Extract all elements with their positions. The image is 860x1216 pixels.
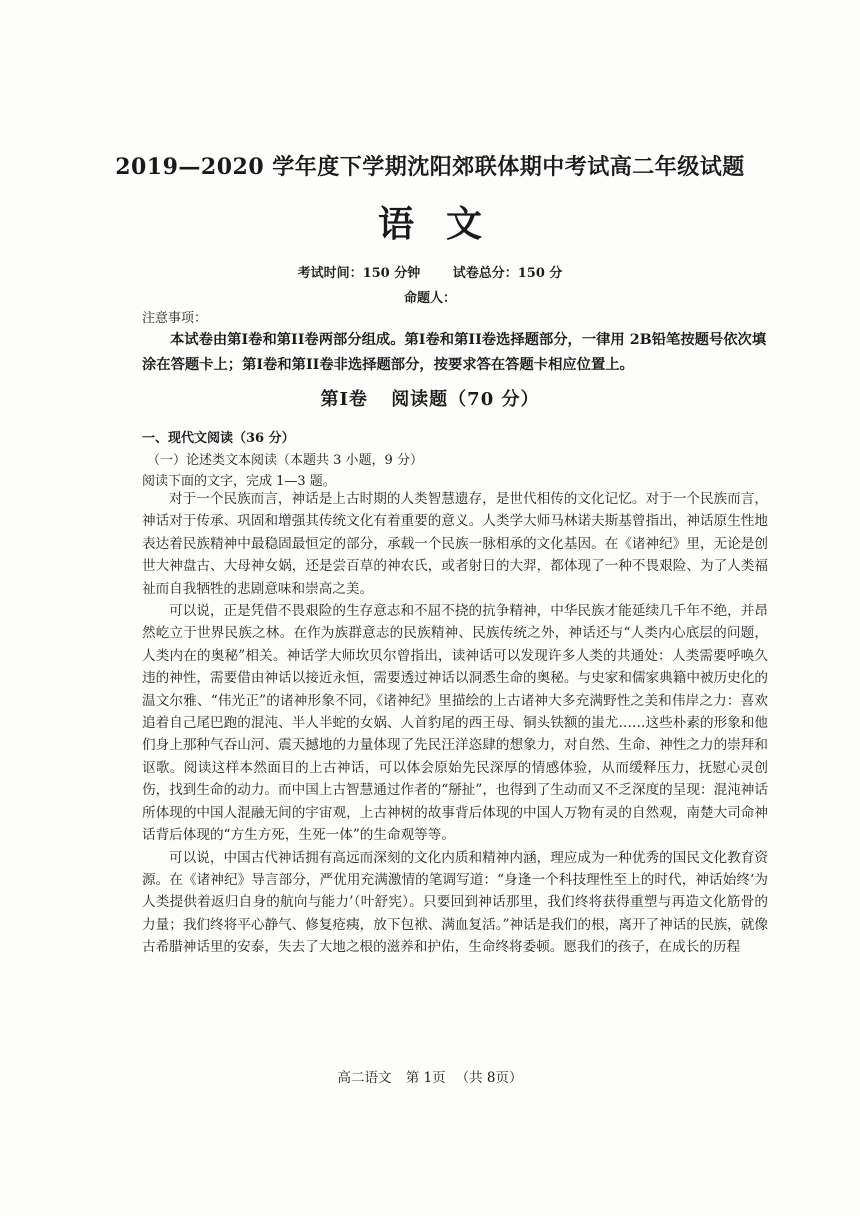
section-part: 第Ⅰ卷: [320, 389, 368, 410]
footer-page-total: （共 8页）: [455, 1070, 523, 1086]
section-title: [0, 385, 860, 411]
section-name: 阅读题（70 分）: [391, 389, 540, 410]
notice-body: 本试卷由第I卷和第II卷两部分组成。第I卷和第II卷选择题部分，一律用 2B铅笔按题号依次填涂在答题卡上；第I卷和第II卷非选择题部分，按要求答在答题卡相应位置上。: [142, 332, 767, 373]
page-footer: [0, 1066, 860, 1086]
exam-author: 命题人：: [403, 291, 456, 306]
exam-meta: [0, 262, 860, 281]
footer-page-number: 第 1页: [405, 1070, 446, 1086]
footer-course: 高二语文: [337, 1070, 392, 1086]
passage-paragraph: 可以说，中国古代神话拥有高远而深刻的文化内质和精神内涵，理应成为一种优秀的国民文化教育资源。在《诸神纪》导言部分，严优用充满激情的笔调写道：“身逢一个科技理性至上的时代，神话始终‘为人类提供着返归自身的航向与能力’（叶舒宪）。只要回到神话那里，我们终将获得重塑与再造文化筋骨的力量；我们终将平心静气、修复疮痍，放下包袱、满血复活。”神话是我们的根，离开了神话的民族，就像古希腊神话里的安泰，失去了大地之根的滋养和护佑，生命终将委顿。愿我们的孩子，在成长的历程: [142, 849, 768, 956]
passage-paragraph: 对于一个民族而言，神话是上古时期的人类智慧遗存，是世代相传的文化记忆。对于一个民族而言，神话对于传承、巩固和增强其传统文化有着重要的意义。人类学大师马林诺夫斯基曾指出，神话原生性地表达着民族精神中最稳固最恒定的部分，承载一个民族一脉相承的文化基因。在《诸神纪》里，无论是创世大神盘古、大母神女娲，还是尝百草的神农氏，或者射日的大羿，都体现了一种不畏艰险、为了人类福祉而自我牺牲的悲剧意味和崇高之美。: [142, 491, 768, 597]
passage-paragraph: 可以说，正是凭借不畏艰险的生存意志和不屈不挠的抗争精神，中华民族才能延续几千年不绝，并昂然屹立于世界民族之林。在作为族群意志的民族精神、民族传统之外，神话还与“人类内心底层的问题，人类内在的奥秘”相关。神话学大师坎贝尔曾指出，读神话可以发现许多人类的共通处：人类需要呼唤久违的神性，需要借由神话以接近永恒，需要透过神话以洞悉生命的奥秘。与史家和儒家典籍中被历史化的温文尔雅、“伟光正”的诸神形象不同，《诸神纪》里描绘的上古诸神大多充满野性之美和伟岸之力：喜欢追着自己尾巴跑的混沌、半人半蛇的女娲、人首豹尾的西王母、铜头铁额的蚩尤……这些朴素的形象和他们身上那种气吞山河、震天撼地的力量体现了先民汪洋恣肆的想象力，对自然、生命、神性之力的崇拜和讴歌。阅读这样本然面目的上古神话，可以体会原始先民深厚的情感体验，从而缓释压力，抚慰心灵创伤，找到生命的动力。而中国上古智慧通过作者的“掰扯”，也得到了生动而又不乏深度的呈现：混沌神话所体现的中国人混融无间的宇宙观，上古神树的故事背后体现的中国人万物有灵的自然观，南楚大司命神话背后体现的“方生方死，生死一体”的生命观等等。: [142, 603, 768, 844]
subject-title: 语文: [377, 203, 514, 245]
reading-passage: [142, 488, 768, 959]
exam-title: 2019—2020 学年度下学期沈阳郊联体期中考试高二年级试题: [115, 154, 745, 180]
question-group-heading: 一、现代文阅读（36 分）: [142, 431, 295, 446]
notice-heading: 注意事项：: [142, 311, 208, 326]
reading-instruction: 阅读下面的文字，完成 1—3 题。: [142, 474, 336, 489]
exam-total-score: 试卷总分：150 分: [452, 266, 563, 281]
question-subheading: （一）论述类文本阅读（本题共 3 小题，9 分）: [147, 453, 423, 468]
exam-time: 考试时间：150 分钟: [297, 266, 421, 281]
